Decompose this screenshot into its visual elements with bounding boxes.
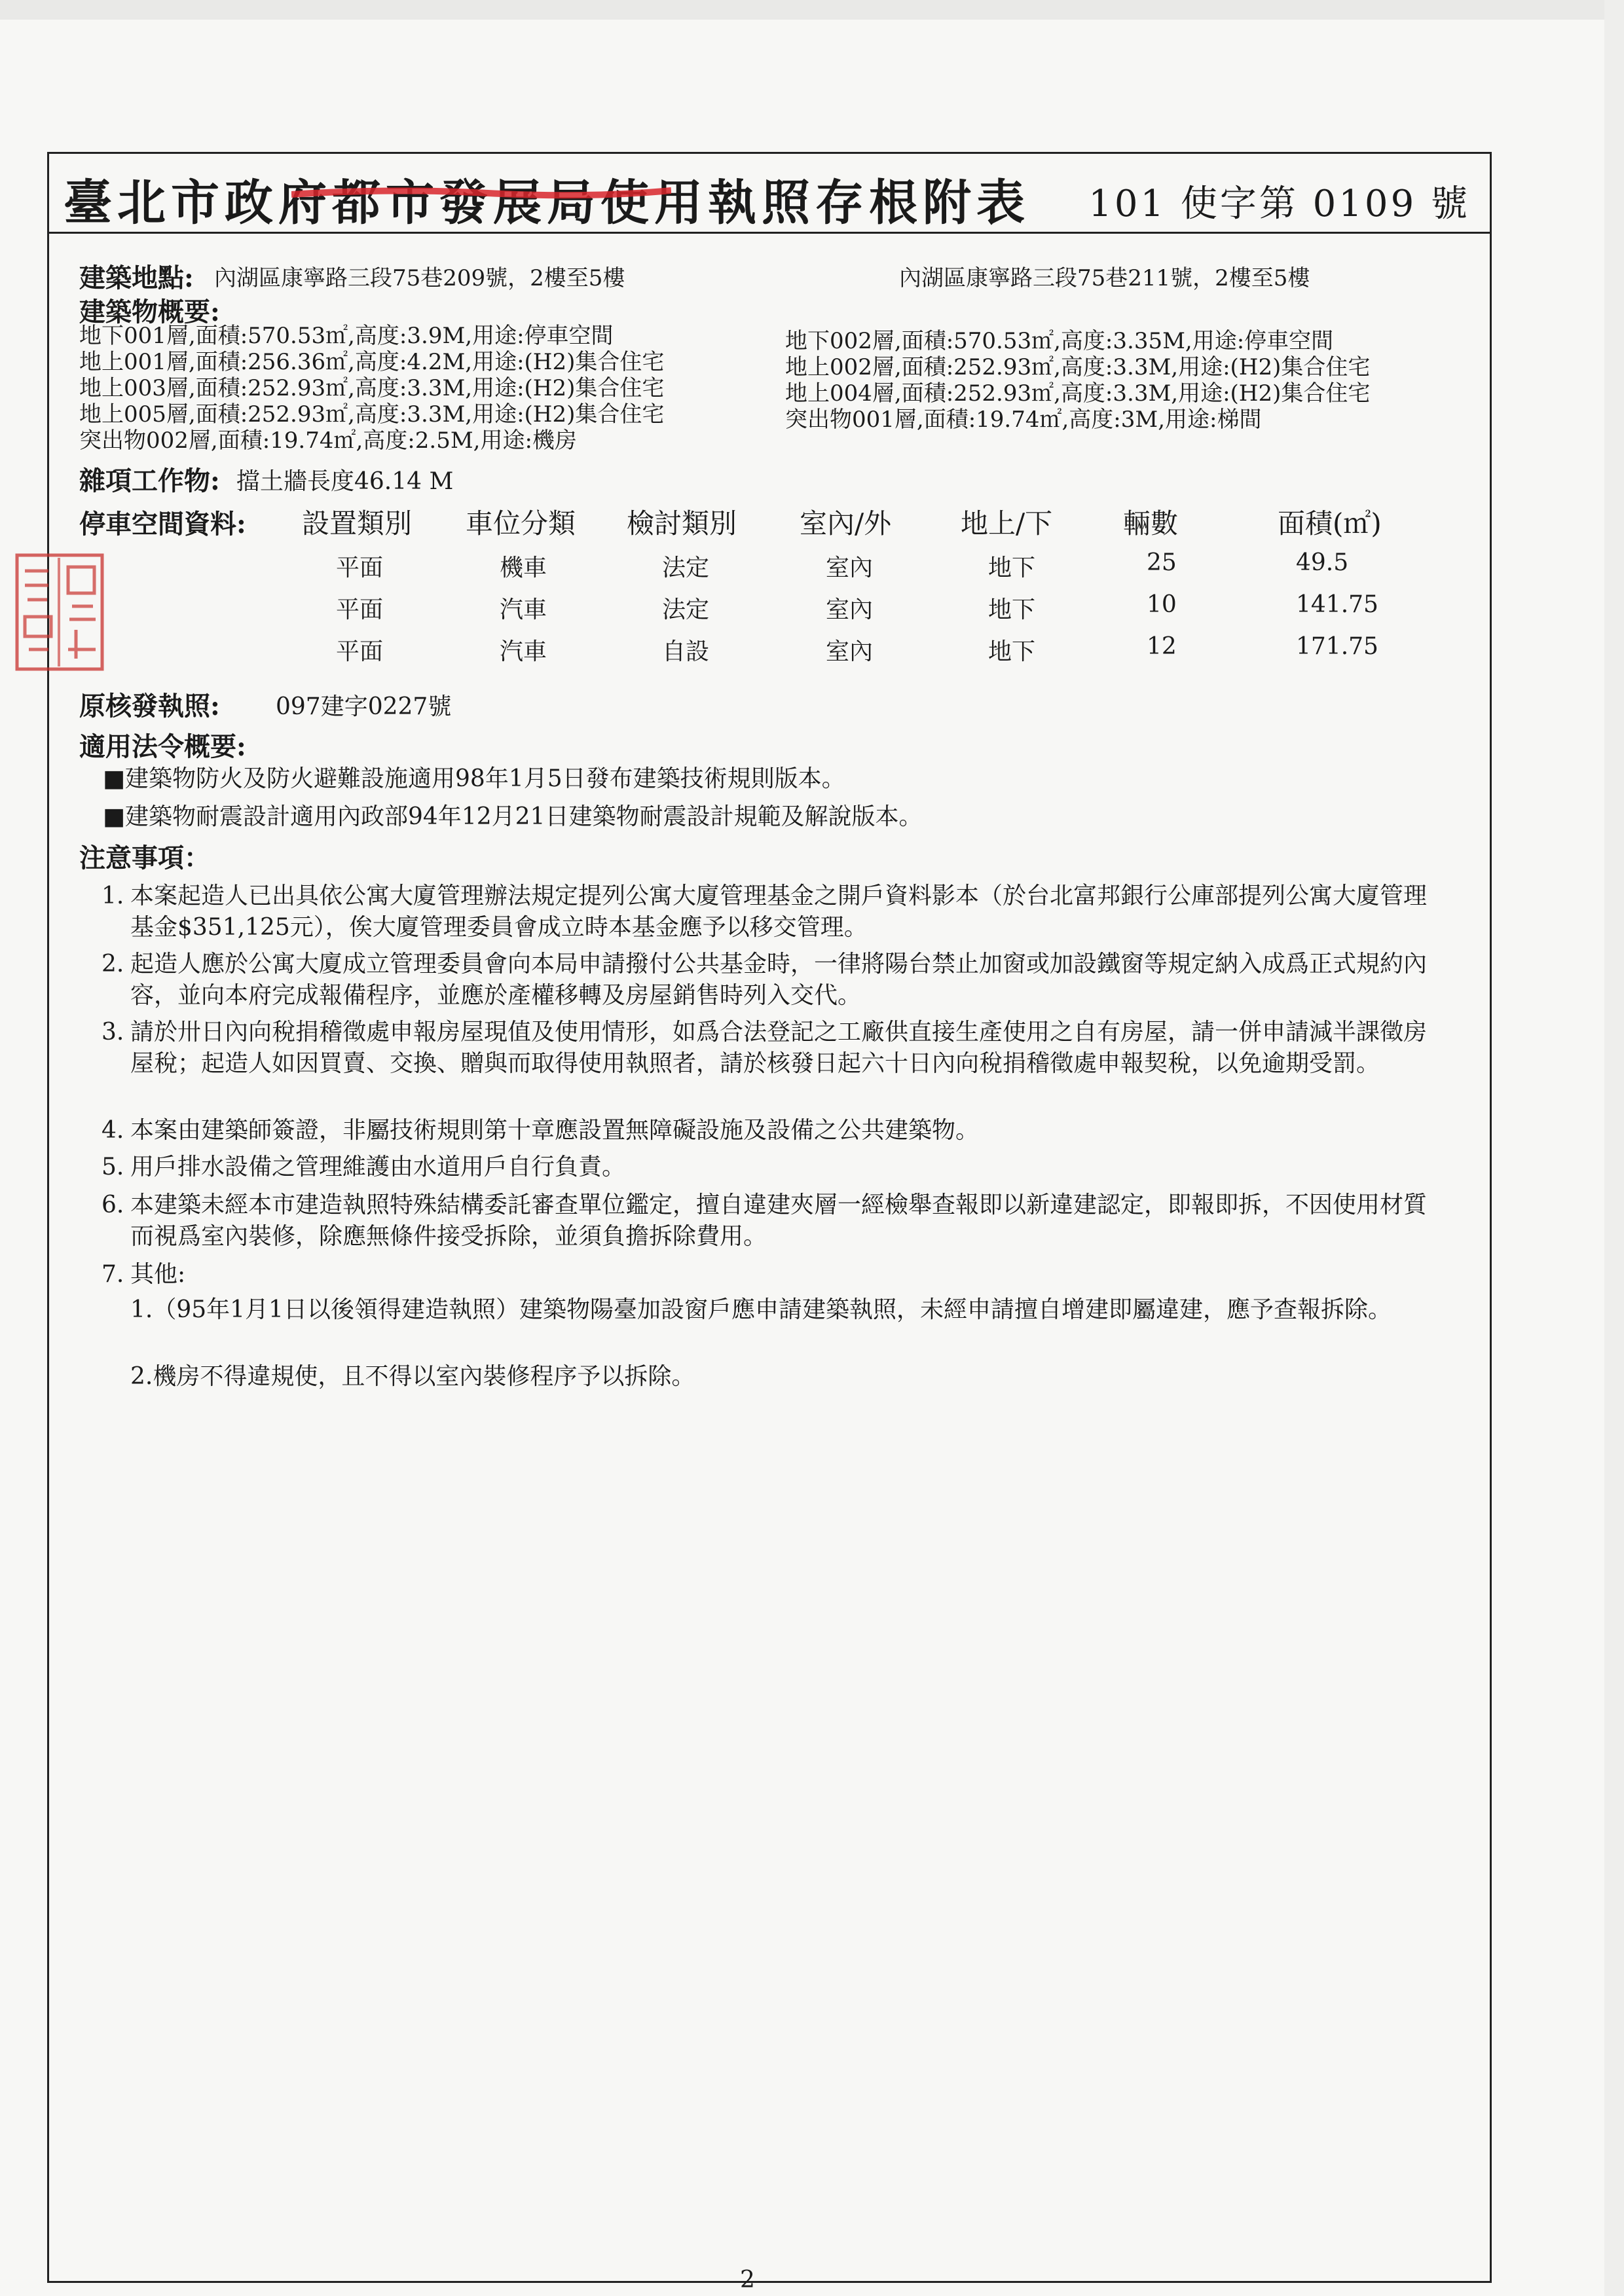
document-title: 臺北市政府都市發展局使用執照存根附表 [64,175,1030,231]
overview-label: 建築物概要: [79,297,220,327]
note-number: 5. [101,1154,124,1180]
parking-col-header: 檢討類別 [627,507,737,539]
parking-cell: 法定 [662,596,710,623]
document-number: 101 使字第 0109 號 [1088,183,1470,225]
parking-cell: 室內 [826,555,874,581]
parking-cell: 12 [1147,633,1177,660]
parking-cell: 地下 [988,596,1036,623]
site-address-1: 內湖區康寧路三段75巷209號，2樓至5樓 [214,265,625,291]
parking-cell: 汽車 [500,638,547,665]
note-sub-text: 2.機房不得違規使，且不得以室內裝修程序予以拆除。 [130,1363,695,1390]
note-number: 3. [101,1019,124,1046]
parking-cell: 室內 [826,638,874,665]
overview-left-line: 突出物002層,面積:19.74㎡,高度:2.5M,用途:機房 [79,428,577,454]
page-number: 2 [740,2267,755,2293]
laws-label: 適用法令概要: [79,731,246,762]
parking-cell: 平面 [336,596,384,623]
parking-cell: 25 [1147,549,1177,576]
overview-right-line: 地上002層,面積:252.93㎡,高度:3.3M,用途:(H2)集合住宅 [785,354,1371,380]
note-number: 4. [101,1117,124,1144]
parking-col-header: 設置類別 [302,507,413,539]
note-sub-item [130,1294,1414,1360]
note-item [101,881,1428,946]
document-frame [47,152,1492,2283]
site-address-2: 內湖區康寧路三段75巷211號，2樓至5樓 [899,265,1310,291]
note-text: 其他: [130,1261,186,1288]
parking-cell: 室內 [826,596,874,623]
parking-col-header: 輛數 [1123,507,1179,539]
misc-value: 擋土牆長度46.14 M [236,468,454,495]
overview-right-line: 地下002層,面積:570.53㎡,高度:3.35M,用途:停車空間 [785,328,1334,354]
parking-cell: 49.5 [1296,549,1349,576]
note-text: 用戶排水設備之管理維護由水道用戶自行負責。 [130,1154,626,1180]
scan-edge-top [0,0,1624,20]
law-item: ■建築物耐震設計適用內政部94年12月21日建築物耐震設計規範及解說版本。 [103,803,923,830]
notes-label: 注意事項： [79,843,210,873]
original-permit-label: 原核發執照: [79,691,220,721]
note-sub-text: 1.（95年1月1日以後領得建造執照）建築物陽臺加設窗戶應申請建築執照，未經申請擅自增建即屬違建，應予查報拆除。 [130,1296,1392,1323]
law-item: ■建築物防火及防火避難設施適用98年1月5日發布建築技術規則版本。 [103,765,845,792]
note-text: 本案由建築師簽證，非屬技術規則第十章應設置無障礙設施及設備之公共建築物。 [130,1117,980,1144]
parking-cell: 汽車 [500,596,547,623]
site-label: 建築地點: [79,263,194,293]
parking-cell: 自設 [662,638,710,665]
parking-col-header: 面積(㎡) [1278,507,1382,539]
parking-col-header: 室內/外 [800,507,892,539]
overview-left-line: 地下001層,面積:570.53㎡,高度:3.9M,用途:停車空間 [79,323,614,349]
parking-label: 停車空間資料: [79,509,246,539]
red-seal-stamp [13,551,106,673]
note-number: 6. [101,1192,124,1218]
note-item [101,949,1428,1014]
note-item [101,1190,1428,1255]
overview-left-line: 地上005層,面積:252.93㎡,高度:3.3M,用途:(H2)集合住宅 [79,401,665,428]
parking-col-header: 車位分類 [466,507,576,539]
parking-cell: 法定 [662,555,710,581]
parking-cell: 地下 [988,555,1036,581]
note-number: 7. [101,1261,124,1288]
note-number: 1. [101,883,124,909]
overview-right-line: 突出物001層,面積:19.74㎡,高度:3M,用途:梯間 [785,407,1262,433]
note-text: 請於卅日內向稅捐稽徵處申報房屋現值及使用情形，如爲合法登記之工廠供直接生產使用之自有房屋，請一併申請減半課徵房屋稅；起造人如因買賣、交換、贈與而取得使用執照者，請於核發日起六十日內向稅捐稽徵處申報契稅，以免逾期受罰。 [130,1019,1428,1077]
overview-left-line: 地上003層,面積:252.93㎡,高度:3.3M,用途:(H2)集合住宅 [79,375,665,401]
overview-left-line: 地上001層,面積:256.36㎡,高度:4.2M,用途:(H2)集合住宅 [79,349,665,375]
parking-cell: 平面 [336,555,384,581]
scan-edge-right [1604,0,1624,2296]
parking-cell: 地下 [988,638,1036,665]
parking-cell: 10 [1147,591,1177,618]
note-number: 2. [101,951,124,977]
title-row [49,154,1490,234]
parking-cell: 機車 [500,555,547,581]
note-text: 本建築未經本市建造執照特殊結構委託審查單位鑑定，擅自違建夾層一經檢舉查報即以新違建認定，即報即拆，不因使用材質而視爲室內裝修，除應無條件接受拆除，並須負擔拆除費用。 [130,1192,1428,1250]
overview-right-line: 地上004層,面積:252.93㎡,高度:3.3M,用途:(H2)集合住宅 [785,380,1371,407]
parking-col-header: 地上/下 [961,507,1053,539]
parking-cell: 平面 [336,638,384,665]
parking-cell: 171.75 [1296,633,1378,660]
misc-label: 雜項工作物: [79,465,220,496]
note-text: 本案起造人已出具依公寓大廈管理辦法規定提列公寓大廈管理基金之開戶資料影本（於台北富邦銀行公庫部提列公寓大廈管理基金$351,125元），俟大廈管理委員會成立時本基金應予以移交管理。 [130,883,1428,941]
parking-cell: 141.75 [1296,591,1378,618]
note-text: 起造人應於公寓大廈成立管理委員會向本局申請撥付公共基金時，一律將陽台禁止加窗或加設鐵窗等規定納入成爲正式規約內容，並向本府完成報備程序，並應於產權移轉及房屋銷售時列入交代。 [130,951,1428,1009]
note-item [101,1017,1428,1115]
original-permit-value: 097建字0227號 [276,693,452,720]
